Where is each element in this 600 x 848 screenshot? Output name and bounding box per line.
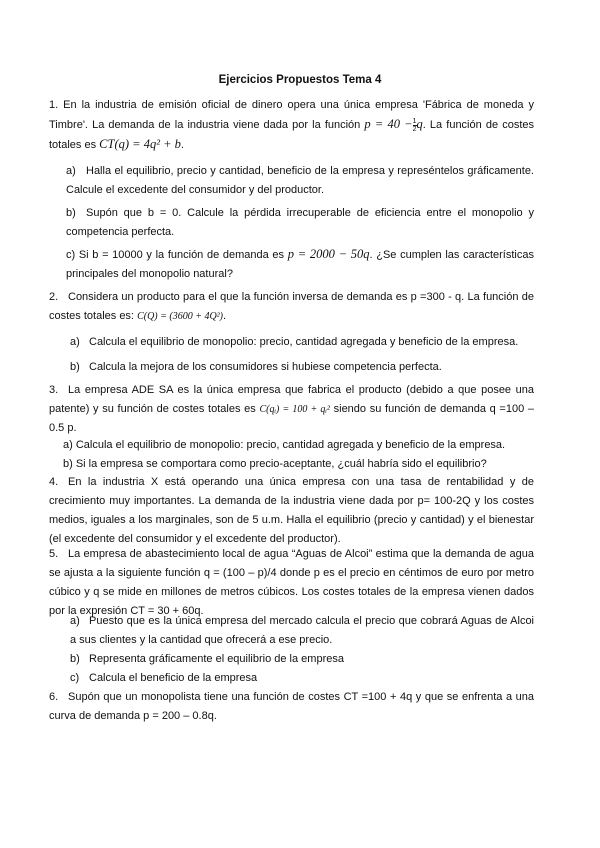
exercise-3-b: b) Si la empresa se comportara como precio-aceptante, ¿cuál habría sido el equilibrio? xyxy=(63,458,487,470)
exercise-5-b xyxy=(70,650,534,669)
exercise-5-number: 5. xyxy=(49,548,59,560)
exercise-2-a xyxy=(70,333,534,352)
exercise-3-intro: La empresa ADE SA es la única empresa que fabrica el producto (debido a que posee una patente) y su función de costes totales es xyxy=(49,384,534,415)
exercise-5 xyxy=(49,545,534,621)
demand-fraction: $\frac{1}{2}$ xyxy=(412,117,417,133)
exercise-1-b xyxy=(66,204,534,242)
item-text: Representa gráficamente el equilibrio de la empresa xyxy=(89,653,344,665)
exercise-1 xyxy=(49,96,534,155)
exercise-4 xyxy=(49,473,534,549)
item-label: a) xyxy=(66,165,76,177)
item-text: Puesto que es la única empresa del mercado calcula el precio que cobrará Aguas de Alcoi a sus clientes y la cantidad que ofrecerá a ese precio. xyxy=(70,615,534,646)
exercise-1-c xyxy=(66,245,534,284)
item-label: b) xyxy=(70,653,80,665)
exercise-6-text: Supón que un monopolista tiene una función de costes CT =100 + 4q y que se enfrenta a una curva de demanda p = 200 – 0.8q. xyxy=(49,691,534,722)
item-label: a) xyxy=(70,336,80,348)
exercise-5-a xyxy=(70,612,534,650)
exercise-4-number: 4. xyxy=(49,476,59,488)
item-label: c) xyxy=(66,249,76,261)
exercise-5-c xyxy=(70,669,534,688)
demand-formula: p = 2000 − 50q xyxy=(287,247,370,261)
item-label: c) xyxy=(70,672,80,684)
item-text: . ¿Se cumplen las características principales del monopolio natural? xyxy=(66,249,534,280)
item-label: b) xyxy=(70,361,80,373)
demand-variable: q xyxy=(416,117,423,131)
item-text: Si b = 10000 y la función de demanda es xyxy=(78,249,285,261)
cost-formula: C(qᵢ) = 100 + qᵢ² xyxy=(259,404,330,415)
exercise-1-intro: En la industria de emisión oficial de dinero opera una única empresa 'Fábrica de moneda y Timbre'. La demanda de la industria viene dada por la función xyxy=(49,99,535,131)
item-text: Halla el equilibrio, precio y cantidad, beneficio de la empresa y represéntelos gráficamente. Calcule el excedente del consumidor y del productor. xyxy=(66,165,534,196)
item-text: Calcula el beneficio de la empresa xyxy=(89,672,258,684)
item-text: Supón que b = 0. Calcule la pérdida irrecuperable de eficiencia entre el monopolio y competencia perfecta. xyxy=(66,207,534,238)
exercise-4-text: En la industria X está operando una única empresa con una tasa de rentabilidad y de crecimiento muy importantes. La demanda de la industria viene dada por p= 100-2Q y los costes medios, iguales a los marginales, son de 5 u.m. Halla el equilibrio (precio y cantidad) y el bienestar (el excedente del consumidor y el excedente del productor). xyxy=(49,476,534,545)
item-text: Calcula el equilibrio de monopolio: precio, cantidad agregada y beneficio de la empresa. xyxy=(89,336,519,348)
exercise-1-a xyxy=(66,162,534,200)
exercise-2-b xyxy=(70,358,534,377)
exercise-6 xyxy=(49,688,534,726)
exercise-6-number: 6. xyxy=(49,691,59,703)
exercise-2-intro: Considera un producto para el que la función inversa de demanda es p =300 - q. La función de costes totales es: xyxy=(49,291,534,322)
cost-formula: CT(q) = 4q² + b xyxy=(99,137,181,151)
exercise-1-number: 1. xyxy=(49,99,59,111)
exercise-3-a: a) Calcula el equilibrio de monopolio: precio, cantidad agregada y beneficio de la empresa. xyxy=(63,439,506,451)
cost-formula: C(Q) = (3600 + 4Q²) xyxy=(137,311,223,322)
exercise-3-intro-b: siendo su función de demanda q =100 – 0.5 p. xyxy=(49,403,534,434)
exercise-1-intro-b: . La función de costes totales es xyxy=(49,119,534,151)
exercise-2-number: 2. xyxy=(49,291,59,303)
exercise-3-number: 3. xyxy=(49,384,59,396)
item-text: Calcula la mejora de los consumidores si hubiese competencia perfecta. xyxy=(89,361,442,373)
item-label: b) xyxy=(66,207,76,219)
demand-formula: p = 40 − xyxy=(364,117,413,131)
exercise-3 xyxy=(49,381,534,438)
exercise-5-text: La empresa de abastecimiento local de agua “Aguas de Alcoi” estima que la demanda de agua se ajusta a la siguiente función q = (100 – p)/4 donde p es el precio en céntimos de euro por metro cúbico y q se mide en millones de metros cúbicos. Los costes totales de la empresa vienen dados por la expresión CT = 30 + 60q. xyxy=(49,548,534,617)
exercise-2 xyxy=(49,288,534,326)
exercise-2-intro-b: . xyxy=(223,310,227,322)
page-title: Ejercicios Propuestos Tema 4 xyxy=(218,74,382,86)
exercise-1-intro-c: . xyxy=(180,139,184,151)
item-label: a) xyxy=(70,615,80,627)
